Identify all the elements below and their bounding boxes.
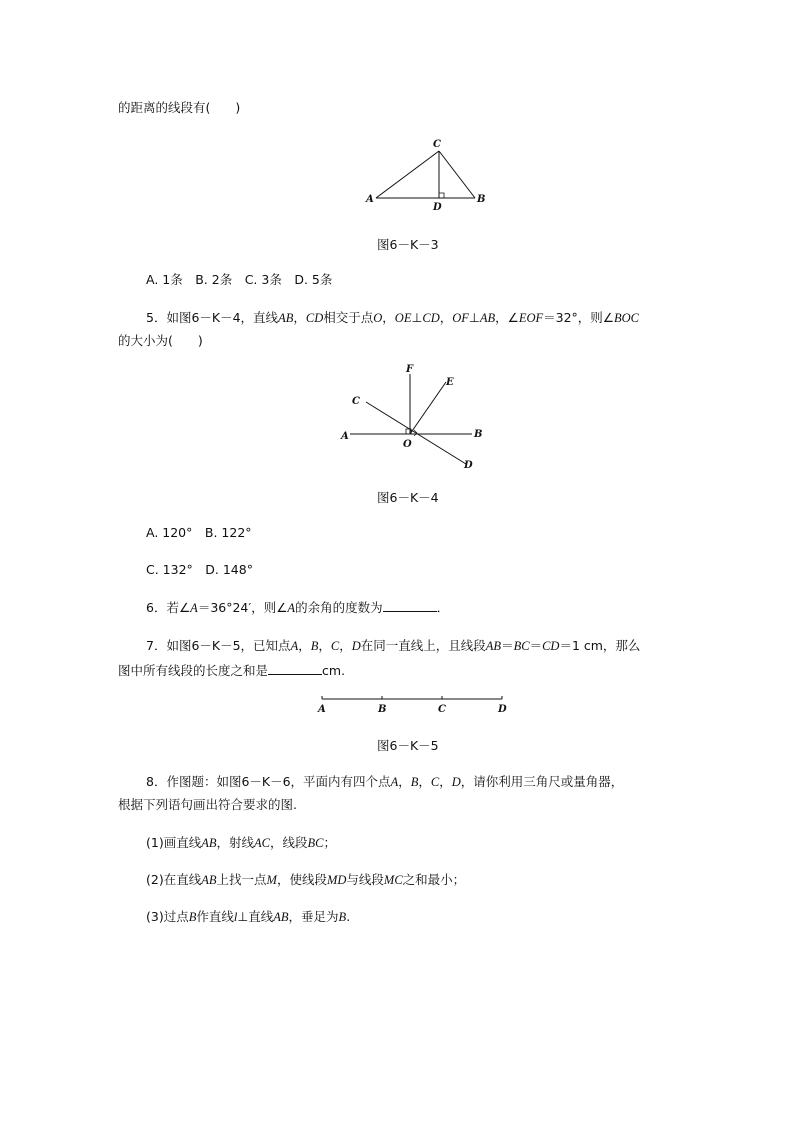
figure-caption-6-k-3: 图6－K－3 <box>377 237 439 252</box>
q8-stem-line2: 根据下列语句画出符合要求的图. <box>118 797 297 812</box>
label-a: A <box>318 704 326 715</box>
label-e: E <box>446 377 454 388</box>
q8-item-3: (3)过点B作直线l⊥直线AB，垂足为B. <box>146 909 351 924</box>
q5-options-row1: A. 120° B. 122° <box>146 525 252 540</box>
figure-caption-6-k-5: 图6－K－5 <box>377 738 439 753</box>
label-d: D <box>433 202 442 213</box>
label-c: C <box>352 396 360 407</box>
q7-stem-line1: 7．如图6－K－5，已知点A，B，C，D在同一直线上，且线段AB＝BC＝CD＝1 cm，那么 <box>146 638 641 653</box>
label-c: C <box>433 139 441 150</box>
label-b: B <box>378 704 387 715</box>
q8-item-1: (1)画直线AB，射线AC，线段BC； <box>146 835 337 850</box>
segment-bc <box>439 151 475 198</box>
q4-stem-tail: 的距离的线段有( ) <box>118 100 241 115</box>
ray-oe <box>410 382 446 434</box>
q5-stem-line2: 的大小为( ) <box>118 333 203 348</box>
q5-options-row2: C. 132° D. 148° <box>146 562 253 577</box>
label-c: C <box>438 704 446 715</box>
q6-stem: 6．若∠A＝36°24′，则∠A的余角的度数为 ． <box>146 600 450 615</box>
label-f: F <box>406 364 414 375</box>
figure-6-k-3 <box>360 134 490 214</box>
label-b: B <box>477 194 486 205</box>
q7-stem-line2: 图中所有线段的长度之和是 cm. <box>118 663 346 678</box>
figure-6-k-5 <box>310 690 520 720</box>
label-a: A <box>366 194 374 205</box>
label-o: O <box>403 439 412 450</box>
label-b: B <box>474 429 483 440</box>
q8-item-2: (2)在直线AB上找一点M，使线段MD与线段MC之和最小； <box>146 872 466 887</box>
label-d: D <box>498 704 507 715</box>
figure-caption-6-k-4: 图6－K－4 <box>377 490 439 505</box>
figure-6-k-4 <box>336 360 486 480</box>
q8-stem-line1: 8．作图题：如图6－K－6，平面内有四个点A，B，C，D，请你利用三角尺或量角器， <box>146 774 624 789</box>
line-cd <box>366 402 466 464</box>
right-angle-mark <box>439 193 444 198</box>
q5-stem-line1: 5．如图6－K－4，直线AB，CD相交于点O，OE⊥CD，OF⊥AB，∠EOF＝32°，则∠BOC <box>146 310 639 325</box>
answer-blank <box>383 599 437 612</box>
label-d: D <box>464 460 473 471</box>
q4-options: A. 1条 B. 2条 C. 3条 D. 5条 <box>146 272 333 287</box>
answer-blank <box>268 662 322 675</box>
segment-ac <box>376 151 439 198</box>
label-a: A <box>341 431 349 442</box>
